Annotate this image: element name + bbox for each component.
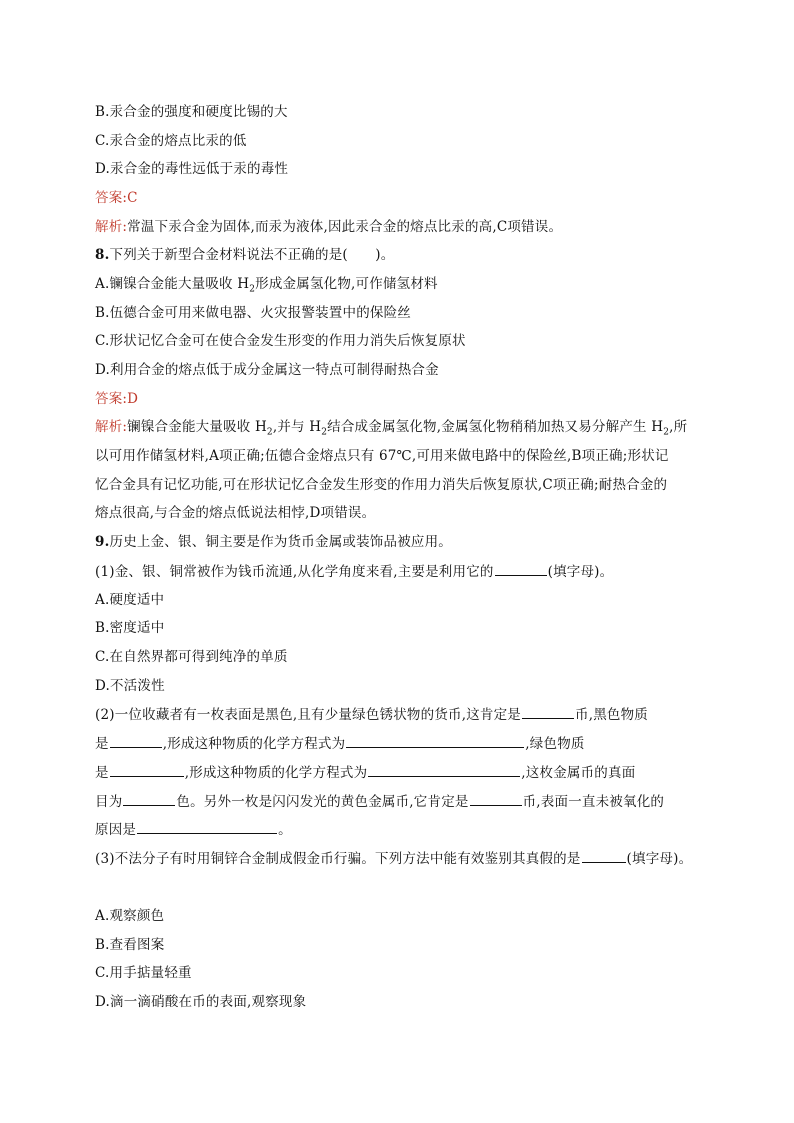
answer-blank[interactable] [368, 762, 520, 777]
answer-blank[interactable] [495, 561, 547, 576]
q9-part2-text: 是 [95, 765, 109, 781]
answer-blank[interactable] [522, 704, 574, 719]
answer-blank[interactable] [123, 791, 175, 806]
q7-answer: 答案:C [95, 190, 138, 206]
q9-part2-text: 原因是 [95, 822, 137, 838]
q9-part2-line [95, 819, 292, 840]
q9-part1 [95, 561, 613, 582]
subscript: 2 [249, 284, 256, 295]
q9-part1-text: (填字母)。 [547, 564, 614, 580]
q9-part2-line [95, 733, 585, 754]
answer-blank[interactable] [110, 733, 162, 748]
q8-option-a-text: 形成金属氢化物,可作储氢材料 [255, 276, 438, 292]
q9-part2-text: 是 [95, 736, 109, 752]
q9-part2-text: 色。另外一枚是闪闪发光的黄色金属币,它肯定是 [176, 794, 469, 810]
q8-stem [95, 245, 394, 265]
subscript: 2 [321, 427, 328, 438]
q7-analysis [95, 217, 562, 237]
q8-analysis-text: 结合成金属氢化物,金属氢化物稍稍加热又易分解产生 H [327, 419, 664, 435]
q9-part1-option-c: C.在自然界都可得到纯净的单质 [95, 649, 288, 665]
q7-analysis-label: 解析: [95, 219, 128, 235]
answer-blank[interactable] [110, 762, 184, 777]
q8-answer: 答案:D [95, 391, 139, 407]
q9-part2-line [95, 762, 635, 783]
q9-part2-text: ,形成这种物质的化学方程式为 [162, 736, 346, 752]
q9-part2-text: 目为 [95, 794, 123, 810]
answer-blank[interactable] [137, 819, 277, 834]
q8-analysis-text: ,所 [669, 419, 688, 435]
q8-analysis-line: 以可用作储氢材料,A项正确;伍德合金熔点只有 67℃,可用来做电路中的保险丝,B项正确;形状记 [95, 448, 669, 464]
q8-analysis-label: 解析: [95, 419, 128, 435]
q9-part3-option-b: B.查看图案 [95, 937, 165, 953]
q9-part3-text: (3)不法分子有时用铜锌合金制成假金币行骗。下列方法中能有效鉴别其真假的是 [95, 851, 581, 867]
q8-analysis-text: 镧镍合金能大量吸收 H [127, 419, 267, 435]
q9-number: 9. [95, 534, 110, 550]
q9-stem-text: 历史上金、银、铜主要是作为货币金属或装饰品被应用。 [109, 534, 452, 550]
subscript: 2 [663, 427, 670, 438]
q8-analysis-line [95, 417, 687, 437]
q9-part2-text: ,绿色物质 [525, 736, 585, 752]
q9-part2-text: (2)一位收藏者有一枚表面是黑色,且有少量绿色锈状物的货币,这肯定是 [95, 707, 522, 723]
q9-part3-option-a: A.观察颜色 [95, 908, 165, 924]
q9-part3 [95, 848, 692, 869]
q8-option-a [95, 274, 438, 294]
q9-part2-line [95, 791, 664, 812]
q7-option-d: D.汞合金的毒性远低于汞的毒性 [95, 161, 289, 177]
q9-part3-option-d: D.滴一滴硝酸在币的表面,观察现象 [95, 994, 307, 1010]
q9-part2-text: ,这枚金属币的真面 [521, 765, 636, 781]
q9-part3-text: (填字母)。 [626, 851, 693, 867]
answer-blank[interactable] [470, 791, 522, 806]
q9-stem [95, 532, 452, 552]
q8-option-c: C.形状记忆合金可在使合金发生形变的作用力消失后恢复原状 [95, 333, 466, 349]
q9-part2-line [95, 704, 648, 725]
subscript: 2 [266, 427, 273, 438]
answer-blank[interactable] [582, 848, 626, 863]
q9-part2-text: ,形成这种物质的化学方程式为 [184, 765, 368, 781]
q8-stem-text: 下列关于新型合金材料说法不正确的是( )。 [109, 247, 395, 263]
q7-option-c: C.汞合金的熔点比汞的低 [95, 133, 247, 149]
q9-part1-text: (1)金、银、铜常被作为钱币流通,从化学角度来看,主要是利用它的 [95, 564, 494, 580]
q8-option-b: B.伍德合金可用来做电器、火灾报警装置中的保险丝 [95, 305, 412, 321]
q8-number: 8. [95, 247, 110, 263]
q8-analysis-text: ,并与 H [272, 419, 322, 435]
q9-part1-option-d: D.不活泼性 [95, 678, 165, 694]
q9-part1-option-a: A.硬度适中 [95, 592, 165, 608]
q9-part2-text: 币,黑色物质 [575, 707, 649, 723]
q8-analysis-line: 忆合金具有记忆功能,可在形状记忆合金发生形变的作用力消失后恢复原状,C项正确;耐热合金的 [95, 477, 668, 493]
q7-option-b: B.汞合金的强度和硬度比锡的大 [95, 104, 288, 120]
q8-option-a-text: A.镧镍合金能大量吸收 H [95, 276, 250, 292]
q7-analysis-text: 常温下汞合金为固体,而汞为液体,因此汞合金的熔点比汞的高,C项错误。 [127, 219, 563, 235]
q9-part3-option-c: C.用手掂量轻重 [95, 965, 192, 981]
q9-part1-option-b: B.密度适中 [95, 620, 165, 636]
q9-part2-text: 。 [278, 822, 292, 838]
q8-analysis-line: 熔点很高,与合金的熔点低说法相悖,D项错误。 [95, 505, 376, 521]
answer-blank[interactable] [346, 733, 524, 748]
q8-option-d: D.利用合金的熔点低于成分金属这一特点可制得耐热合金 [95, 362, 439, 378]
q9-part2-text: 币,表面一直未被氧化的 [522, 794, 665, 810]
